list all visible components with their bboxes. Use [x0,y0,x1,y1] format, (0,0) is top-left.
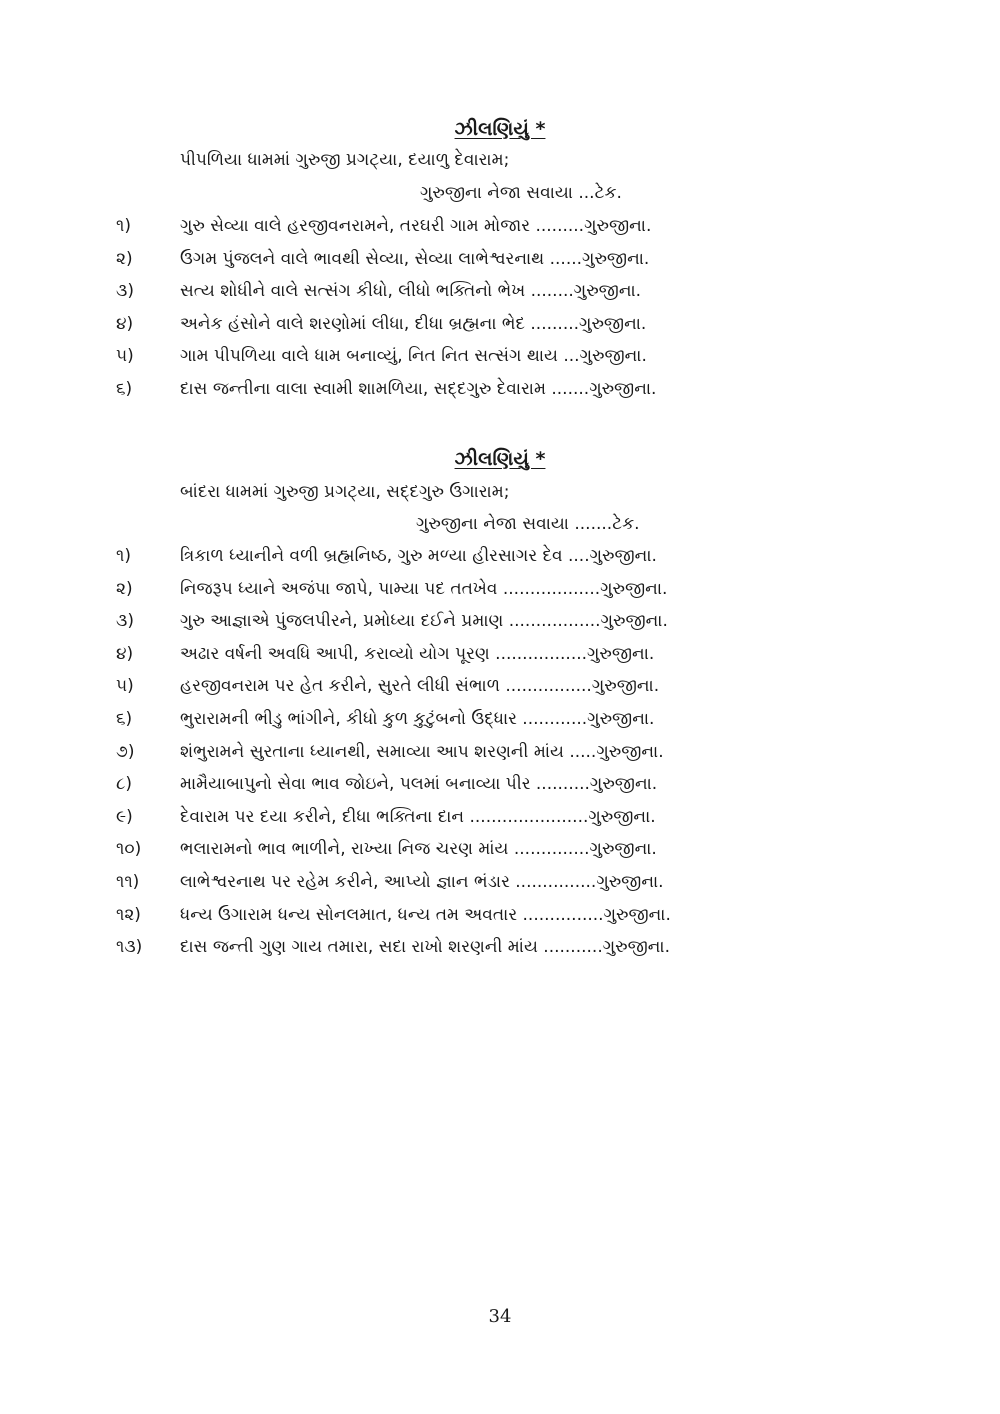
verse-number: ૩) [116,611,134,632]
verse-text: દાસ જન્તી ગુણ ગાય તમારા, સદા રાખો શરણની માંય ...........ગુરુજીના. [180,937,670,958]
verse-text: ત્રિકાળ ધ્યાનીને વળી બ્રહ્મનિષ્ઠ, ગુરુ મળ્યા હીરસાગર દેવ ....ગુરુજીના. [180,546,657,566]
verse-text: ભલારામનો ભાવ ભાળીને, રાખ્યા નિજ ચરણ માંય ..............ગુરુજીના. [180,839,657,860]
verse-text: ઉગમ પુંજલને વાલે ભાવથી સેવ્યા, સેવ્યા લાભેશ્વરનાથ ......ગુરુજીના. [180,248,650,269]
verse-text: અનેક હંસોને વાલે શરણોમાં લીધા, દીધા બ્રહ્મના ભેદ .........ગુરુજીના. [180,313,647,334]
verse-row [0,546,1000,578]
verse-text: નિજરૂપ ધ્યાને અજંપા જાપે, પામ્યા પદ તતખેવ ..................ગુરુજીના. [180,578,668,599]
verse-row [0,379,1000,411]
page-number: 34 [488,1306,512,1327]
verse-text: મામૈયાબાપુનો સેવા ભાવ જોઇને, પલમાં બનાવ્યા પીર ..........ગુરુજીના. [180,774,658,795]
verse-row [0,314,1000,346]
verse-number: ૧) [116,546,131,566]
verse-row [0,216,1000,248]
verse-row [0,611,1000,643]
section-title: ઝીલણિયું * [454,118,546,140]
verse-text: અઢાર વર્ષની અવધિ આપી, કરાવ્યો યોગ પૂરણ .................ગુરુજીના. [180,643,655,664]
verse-row [0,937,1000,969]
verse-text: સત્ય શોધીને વાલે સત્સંગ કીધો, લીધો ભક્તિનો ભેખ ........ગુરુજીના. [180,281,642,301]
verse-row [0,742,1000,774]
verse-number: ૮) [116,774,132,795]
verse-row [0,644,1000,676]
verse-number: ૬) [116,378,133,399]
verse-number: ૫) [116,346,134,366]
section-title: ઝીલણિયું * [454,448,546,470]
verse-text: ગામ પીપળિયા વાલે ધામ બનાવ્યું, નિત નિત સત્સંગ થાય ...ગુરુજીના. [180,346,647,366]
verse-row [0,676,1000,708]
verse-text: ગુરુ આજ્ઞાએ પુંજલપીરને, પ્રમોધ્યા દઈને પ્રમાણ .................ગુરુજીના. [180,611,668,632]
verse-number: ૧૦) [116,839,142,860]
verse-number: ૨) [116,248,133,269]
verse-row [0,579,1000,611]
verse-text: શંભુરામને સુરતાના ધ્યાનથી, સમાવ્યા આપ શરણની માંય .....ગુરુજીના. [180,741,664,762]
verse-number: ૧૧) [116,872,140,892]
verse-row [0,807,1000,839]
verse-row [0,905,1000,937]
verse-number: ૪) [116,643,134,664]
refrain-line-2: ગુરુજીના નેજા સવાયા ...ટેક. [420,183,622,203]
verse-number: ૬) [116,709,133,729]
verse-number: ૫) [116,676,134,697]
refrain-line-1: બાંદરા ધામમાં ગુરુજી પ્રગટ્યા, સદ્દગુરુ ઉગારામ; [180,482,510,502]
verse-row [0,774,1000,806]
verse-text: દાસ જન્તીના વાલા સ્વામી શામળિયા, સદ્દગુરુ દેવારામ .......ગુરુજીના. [180,378,657,399]
verse-row [0,872,1000,904]
verse-row [0,839,1000,871]
verse-text: લાભેશ્વરનાથ પર રહેમ કરીને, આપ્યો જ્ઞાન ભંડાર ...............ગુરુજીના. [180,872,664,892]
verse-number: ૭) [116,741,135,762]
verse-text: દેવારામ પર દયા કરીને, દીધા ભક્તિના દાન ......................ગુરુજીના. [180,806,656,827]
refrain-line-2: ગુરુજીના નેજા સવાયા .......ટેક. [416,514,640,534]
verse-number: ૪) [116,313,134,334]
verse-row [0,346,1000,378]
verse-row [0,709,1000,741]
verse-number: ૧૩) [116,937,143,958]
verse-number: ૨) [116,578,133,599]
verse-text: ભુરારામની ભીડુ ભાંગીને, કીધો કુળ કુટુંબનો ઉદ્ધાર ............ગુરુજીના. [180,709,655,729]
verse-text: ધન્ય ઉગારામ ધન્ય સોનલમાત, ધન્ય તમ અવતાર ...............ગુરુજીના. [180,904,671,925]
verse-text: ગુરુ સેવ્યા વાલે હરજીવનરામને, તરઘરી ગામ મોજાર .........ગુરુજીના. [180,216,652,236]
verse-number: ૩) [116,281,134,301]
refrain-line-1: પીપળિયા ધામમાં ગુરુજી પ્રગટ્યા, દયાળુ દેવારામ; [180,150,510,170]
verse-row [0,281,1000,313]
verse-text: હરજીવનરામ પર હેત કરીને, સુરતે લીધી સંભાળ ................ગુરુજીના. [180,676,660,697]
verse-row [0,249,1000,281]
verse-number: ૧) [116,216,131,236]
verse-number: ૯) [116,806,133,827]
verse-number: ૧૨) [116,904,141,925]
